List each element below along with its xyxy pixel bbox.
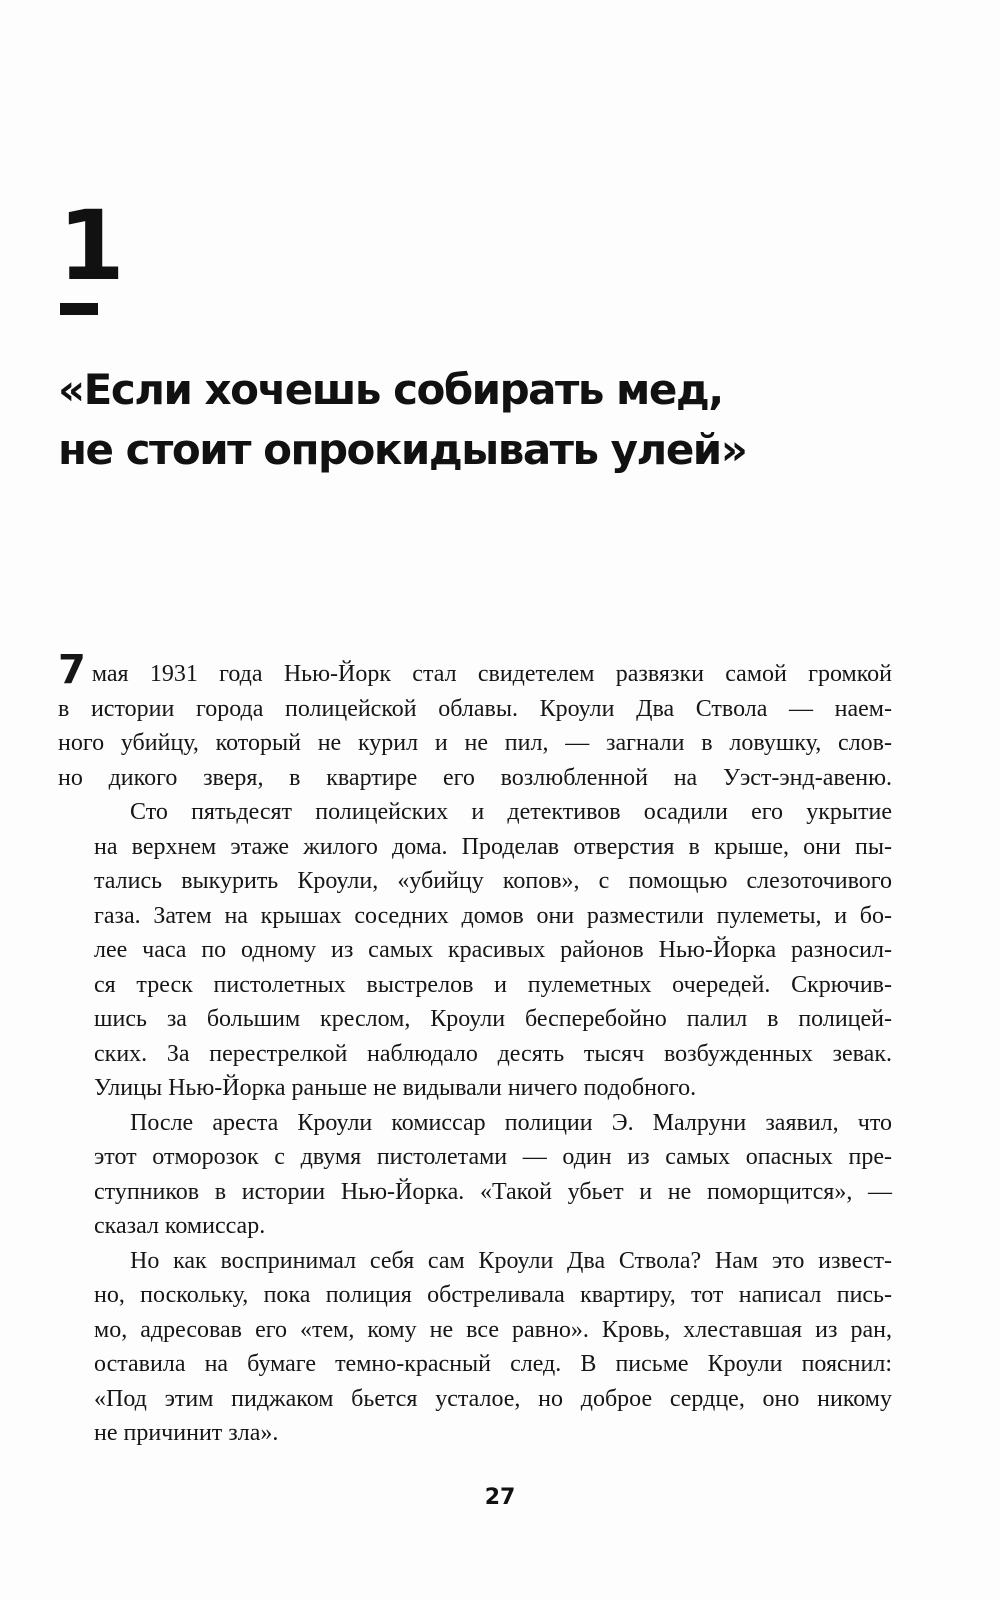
chapter-title [58,360,958,480]
paragraph-3 [58,1106,892,1244]
paragraph-line: но, поскольку, пока полиция обстреливала квартиру, тот написал пись- [94,1282,892,1308]
paragraph-4 [58,1244,892,1451]
paragraph-line: шись за большим креслом, Кроули бесперебойно палил в полицей- [94,1006,892,1032]
paragraph-line: ся треск пистолетных выстрелов и пулеметных очередей. Скрючив- [94,971,892,998]
chapter-title-line-1: «Если хочешь собирать мед, [58,365,723,414]
paragraph-line: Но как воспринимал себя сам Кроули Два Ствола? Нам это извест- [130,1247,892,1274]
paragraph-2 [58,795,892,1106]
paragraph-line: Улицы Нью-Йорка раньше не видывали ничего подобного. [94,1075,697,1101]
paragraph-line: Сто пятьдесят полицейских и детективов осадили его укрытие [130,799,892,825]
page-number: 27 [484,1485,516,1510]
paragraph-line: ступников в истории Нью-Йорка. «Такой убьет и не поморщится», — [94,1178,892,1205]
paragraph-line: но дикого зверя, в квартире его возлюбленной на Уэст-энд-авеню. [58,764,892,791]
paragraph-line: сказал комиссар. [94,1213,266,1239]
body-text [58,647,892,1451]
paragraph-line: оставила на бумаге темно-красный след. В письме Кроули пояснил: [94,1351,892,1377]
paragraph-line: газа. Затем на крышах соседних домов они разместили пулеметы, и бо- [94,902,892,929]
chapter-dash-divider [60,303,98,315]
paragraph-line: на верхнем этаже жилого дома. Проделав отверстия в крыше, они пы- [94,833,892,860]
paragraph-line: лее часа по одному из самых красивых районов Нью-Йорка разносил- [94,937,892,963]
paragraph-line: тались выкурить Кроули, «убийцу копов», с помощью слезоточивого [94,868,892,894]
paragraph-line [58,647,892,693]
paragraph-line: не причинит зла». [94,1420,279,1446]
paragraph-line: в истории города полицейской облавы. Кроули Два Ствола — наем- [58,695,892,722]
paragraph-line: мо, адресовав его «тем, кому не все равно». Кровь, хлеставшая из ран, [94,1316,892,1343]
paragraph-1 [58,647,892,795]
lead-number: 7 [58,647,86,693]
paragraph-line: ских. За перестрелкой наблюдало десять тысяч возбужденных зевак. [94,1040,892,1067]
paragraph-line: «Под этим пиджаком бьется усталое, но доброе сердце, оно никому [94,1385,892,1412]
paragraph-line: этот отморозок с двумя пистолетами — один из самых опасных пре- [94,1144,892,1170]
line-text: мая 1931 года Нью-Йорк стал свидетелем развязки самой громкой [91,661,892,687]
paragraph-line: ного убийцу, который не курил и не пил, — загнали в ловушку, слов- [58,730,892,756]
chapter-number: 1 [58,190,123,302]
chapter-title-line-2: не стоит опрокидывать улей» [58,425,747,474]
paragraph-line: После ареста Кроули комиссар полиции Э. Малруни заявил, что [130,1109,892,1136]
